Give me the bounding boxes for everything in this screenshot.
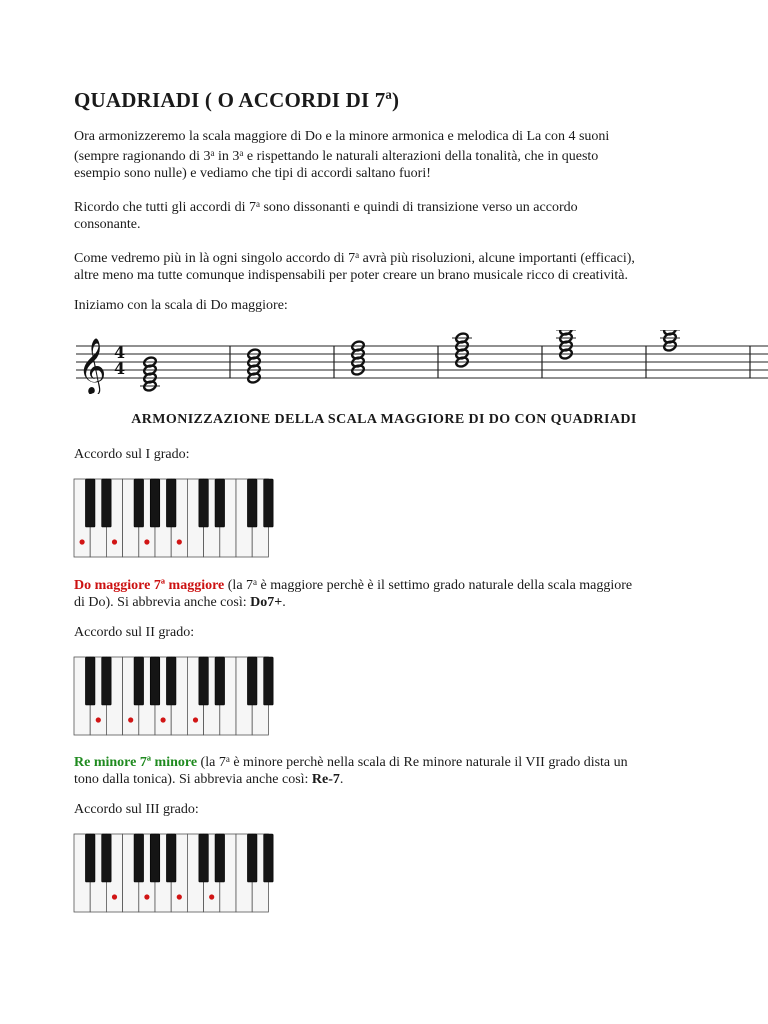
chord-2-text: è minore perchè nella scala di Re minore naturale il VII grado dista un — [229, 755, 628, 770]
black-key — [264, 479, 274, 527]
intro-text: in 3 — [214, 149, 240, 164]
resolution-line-1 — [74, 247, 704, 267]
chord-note-dot — [112, 894, 117, 899]
chord-1-label: Accordo sul I grado: — [74, 447, 190, 462]
chord-3-label: Accordo sul III grado: — [74, 802, 199, 817]
chord-2-text: . — [339, 772, 344, 787]
intro-text: (sempre ragionando di 3 — [74, 149, 211, 164]
black-key — [150, 657, 160, 705]
dissonance-text: Ricordo che tutti gli accordi di 7 — [74, 200, 256, 215]
black-key — [247, 657, 257, 705]
treble-clef-icon: 𝄞 — [78, 338, 107, 394]
resolution-line-2: altre meno ma tutte comunque indispensabili per poter creare un brano musicale ricco di creatività. — [74, 268, 628, 283]
chord-2-desc-line-2 — [74, 771, 704, 788]
time-signature-bottom: 4 — [114, 359, 126, 378]
piano-keyboard-chord-3 — [73, 833, 278, 913]
staff-chord — [660, 330, 680, 352]
black-key — [166, 479, 176, 527]
black-key — [150, 479, 160, 527]
black-key — [247, 479, 257, 527]
intro-line-2 — [74, 145, 704, 165]
staff-chord — [351, 340, 365, 376]
black-key — [85, 657, 95, 705]
section-heading: ARMONIZZAZIONE DELLA SCALA MAGGIORE DI DO CON QUADRIADI — [131, 412, 637, 427]
chord-1-desc-line-2 — [74, 594, 704, 611]
superscript: a — [239, 148, 244, 158]
black-key — [166, 834, 176, 882]
chord-2-description — [74, 751, 704, 788]
intro-line-3: esempio sono nulle) e vediamo che tipi di accordi saltano fuori! — [74, 166, 431, 181]
superscript: a — [255, 199, 260, 209]
chord-note-dot — [128, 717, 133, 722]
black-key — [85, 834, 95, 882]
intro-text: e rispettando le naturali alterazioni della tonalità, che in questo — [243, 149, 599, 164]
superscript: a — [253, 577, 258, 587]
superscript: a — [355, 250, 360, 260]
black-key — [199, 479, 209, 527]
chord-note-dot — [161, 717, 166, 722]
chord-1-text: . — [282, 595, 286, 610]
page-title: QUADRIADI ( O ACCORDI DI 7ª) — [74, 88, 400, 112]
black-key — [102, 479, 112, 527]
black-key — [215, 834, 225, 882]
dissonance-text: sono dissonanti e quindi di transizione verso un accordo — [259, 200, 578, 215]
black-key — [215, 479, 225, 527]
superscript: a — [210, 148, 215, 158]
black-key — [264, 834, 274, 882]
chord-note-dot — [144, 539, 149, 544]
black-key — [264, 657, 274, 705]
dissonance-line-1 — [74, 196, 704, 216]
black-key — [102, 834, 112, 882]
black-key — [199, 657, 209, 705]
staff-lines — [76, 346, 768, 378]
chord-note-dot — [80, 539, 85, 544]
superscript: a — [225, 754, 230, 764]
black-key — [166, 657, 176, 705]
dissonance-paragraph — [74, 196, 704, 233]
piano-keyboard-chord-1 — [73, 478, 278, 558]
chord-1-abbreviation: Do7+ — [250, 595, 283, 610]
chord-2-text: (la 7 — [197, 755, 226, 770]
time-signature-top: 4 — [114, 343, 126, 362]
chord-note-dot — [193, 717, 198, 722]
black-key — [134, 657, 144, 705]
scale-intro: Iniziamo con la scala di Do maggiore: — [74, 298, 288, 313]
chord-2-label: Accordo sul II grado: — [74, 625, 195, 640]
black-key — [134, 834, 144, 882]
chord-2-text: tono dalla tonica). Si abbrevia anche così: — [74, 772, 312, 787]
piano-keyboard-chord-2 — [73, 656, 278, 736]
black-key — [247, 834, 257, 882]
chord-1-desc-line-1 — [74, 574, 704, 594]
chord-2-desc-line-1 — [74, 751, 704, 771]
black-key — [85, 479, 95, 527]
chord-note-dot — [209, 894, 214, 899]
chord-1-description — [74, 574, 704, 611]
chord-note-dot — [144, 894, 149, 899]
chord-note-dot — [177, 894, 182, 899]
chord-note-dot — [96, 717, 101, 722]
resolution-paragraph — [74, 247, 704, 284]
black-key — [134, 479, 144, 527]
resolution-text: avrà più risoluzioni, alcune importanti (efficaci), — [359, 251, 635, 266]
chord-1-text: è maggiore perchè è il settimo grado naturale della scala maggiore — [257, 578, 633, 593]
dissonance-line-2: consonante. — [74, 217, 141, 232]
music-staff — [74, 330, 768, 394]
black-key — [215, 657, 225, 705]
intro-paragraph — [74, 128, 704, 182]
chord-2-name: Re minore 7ª minore — [74, 755, 198, 770]
chord-note-dot — [112, 539, 117, 544]
staff-chord — [140, 356, 160, 392]
staff-chords — [140, 330, 680, 392]
black-key — [199, 834, 209, 882]
staff-chord — [556, 330, 576, 360]
staff-chord — [452, 332, 472, 368]
chord-1-name: Do maggiore 7ª maggiore — [74, 578, 225, 593]
chord-2-abbreviation: Re-7 — [311, 772, 340, 787]
resolution-text: Come vedremo più in là ogni singolo accordo di 7 — [74, 251, 356, 266]
black-key — [102, 657, 112, 705]
staff-chord — [247, 348, 261, 384]
intro-line-1: Ora armonizzeremo la scala maggiore di Do e la minore armonica e melodica di La con 4 suoni — [74, 129, 610, 144]
chord-note-dot — [177, 539, 182, 544]
black-key — [150, 834, 160, 882]
chord-1-text: di Do). Si abbrevia anche così: — [74, 595, 251, 610]
chord-1-text: (la 7 — [224, 578, 254, 593]
